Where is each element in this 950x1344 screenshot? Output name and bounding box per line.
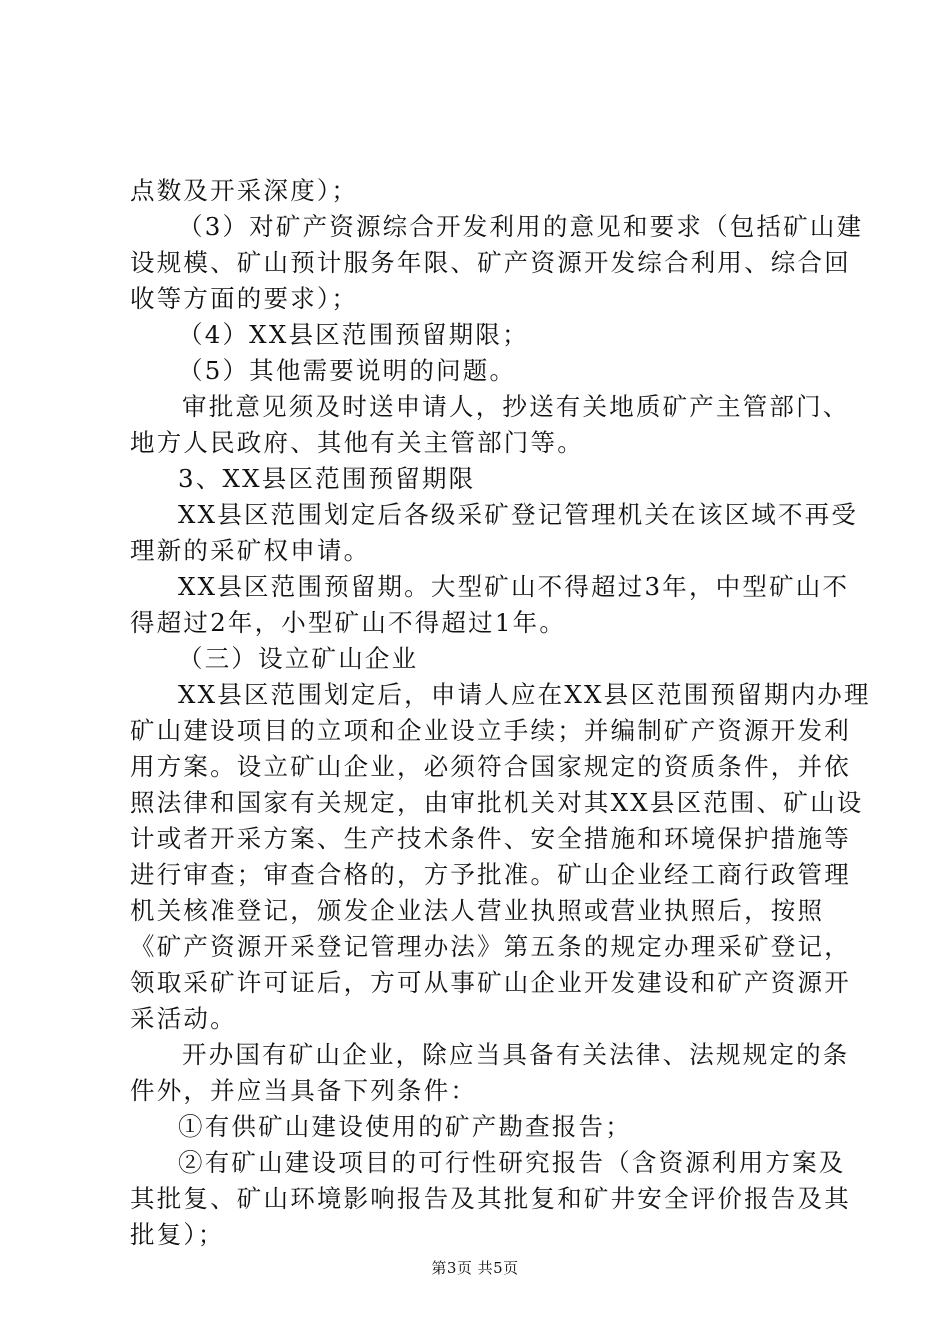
text-line: 计或者开采方案、生产技术条件、安全措施和环境保护措施等 — [130, 824, 851, 853]
text-line: 审批意见须及时送申请人，抄送有关地质矿产主管部门、 — [182, 392, 850, 421]
text-line: 采活动。 — [130, 1004, 237, 1033]
text-line: 机关核准登记，颁发企业法人营业执照或营业执照后，按照 — [130, 896, 825, 925]
text-line: 照法律和国家有关规定，由审批机关对其XX县区范围、矿山设 — [130, 788, 864, 817]
text-line: 进行审查；审查合格的，方予批准。矿山企业经工商行政管理 — [130, 860, 851, 889]
text-line: 3、XX县区范围预留期限 — [178, 464, 476, 493]
text-line: 批复）； — [130, 1220, 225, 1249]
text-line: 收等方面的要求）； — [130, 284, 359, 313]
text-line: 矿山建设项目的立项和企业设立手续；并编制矿产资源开发利 — [130, 716, 851, 745]
list-item: ②有矿山建设项目的可行性研究报告（含资源利用方案及 — [178, 1148, 846, 1177]
text-line: 《矿产资源开采登记管理办法》第五条的规定办理采矿登记， — [130, 932, 851, 961]
list-item: ①有供矿山建设使用的矿产勘查报告； — [178, 1112, 632, 1141]
text-line: 得超过2年，小型矿山不得超过1年。 — [130, 608, 567, 637]
text-line: 设规模、矿山预计服务年限、矿产资源开发综合利用、综合回 — [130, 248, 851, 277]
text-line: 用方案。设立矿山企业，必须符合国家规定的资质条件，并依 — [130, 752, 851, 781]
page-footer: 第3页 共5页 — [431, 1259, 519, 1277]
text-line: 理新的采矿权申请。 — [130, 536, 371, 565]
text-line: XX县区范围预留期。大型矿山不得超过3年，中型矿山不 — [178, 572, 850, 601]
text-line: （3）对矿产资源综合开发利用的意见和要求（包括矿山建 — [178, 212, 864, 241]
text-line: 领取采矿许可证后，方可从事矿山企业开发建设和矿产资源开 — [130, 968, 851, 997]
text-line: 地方人民政府、其他有关主管部门等。 — [130, 428, 584, 457]
text-line: XX县区范围划定后各级采矿登记管理机关在该区域不再受 — [178, 500, 859, 529]
text-line: 件外，并应当具备下列条件： — [130, 1076, 478, 1105]
text-line: 开办国有矿山企业，除应当具备有关法律、法规规定的条 — [182, 1040, 850, 1069]
text-line: XX县区范围划定后，申请人应在XX县区范围预留期内办理 — [178, 680, 871, 709]
text-line: 点数及开采深度）； — [130, 176, 359, 205]
text-line: 其批复、矿山环境影响报告及其批复和矿井安全评价报告及其 — [130, 1184, 851, 1213]
text-line: （4）XX县区范围预留期限； — [178, 320, 529, 349]
text-line: （5）其他需要说明的问题。 — [178, 356, 517, 385]
section-heading: （三）设立矿山企业 — [178, 644, 419, 673]
